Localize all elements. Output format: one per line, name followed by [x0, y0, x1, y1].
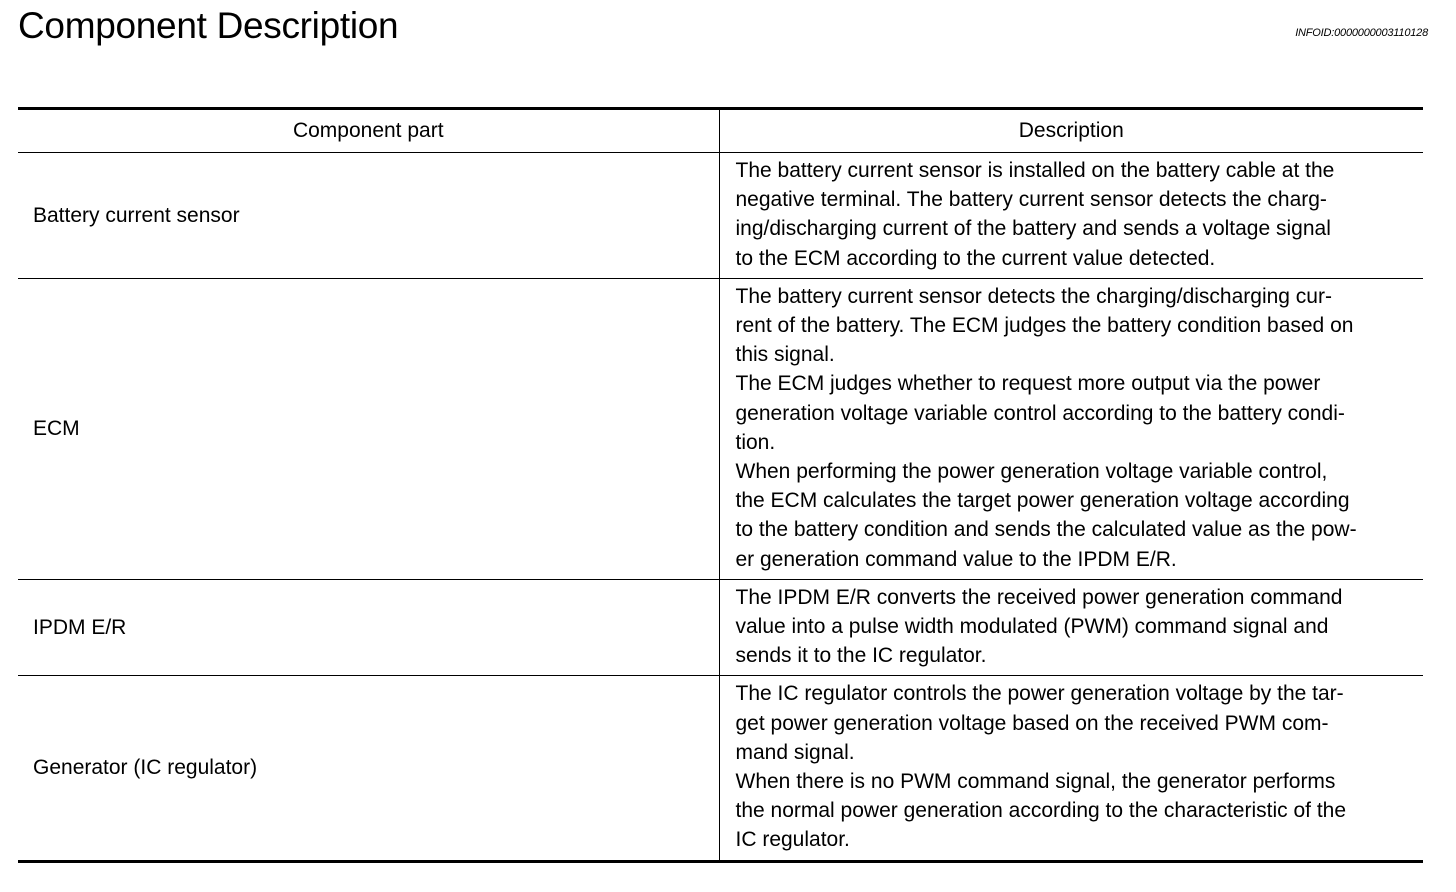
description-line: tion.: [735, 430, 776, 454]
column-header-component-part: Component part: [18, 109, 719, 153]
description-line: The battery current sensor is installed on the battery cable at the: [735, 159, 1335, 182]
description-line: The ECM judges whether to request more output via the power: [735, 372, 1321, 396]
table-header-row: [18, 109, 1423, 153]
description-line: this signal.: [735, 343, 835, 367]
description-line: to the battery condition and sends the calculated value as the pow-: [735, 518, 1357, 542]
table-row: [18, 676, 1423, 861]
info-id: INFOID:0000000003110128: [1295, 27, 1428, 39]
component-part-cell: IPDM E/R: [18, 579, 719, 676]
page-title: Component Description: [18, 5, 399, 46]
description-line: When performing the power generation voltage variable control,: [735, 460, 1328, 484]
description-line: the ECM calculates the target power generation voltage according: [735, 489, 1350, 513]
description-line: The battery current sensor detects the charging/discharging cur-: [735, 284, 1332, 308]
description-cell: [719, 153, 1423, 279]
description-line: generation voltage variable control according to the battery condi-: [735, 401, 1345, 425]
table-row: [18, 153, 1423, 279]
description-line: negative terminal. The battery current sensor detects the charg-: [735, 188, 1327, 212]
description-line: the normal power generation according to the characteristic of the: [735, 799, 1347, 823]
description-line: sends it to the IC regulator.: [735, 644, 987, 668]
description-line: IC regulator.: [735, 828, 850, 852]
component-part-cell: Battery current sensor: [18, 153, 719, 279]
description-line: rent of the battery. The ECM judges the battery condition based on: [735, 314, 1354, 338]
description-cell: [719, 278, 1423, 579]
description-line: ing/discharging current of the battery and sends a voltage signal: [735, 217, 1331, 241]
description-cell: [719, 676, 1423, 861]
description-line: When there is no PWM command signal, the generator performs: [735, 770, 1336, 794]
column-header-description: Description: [719, 109, 1423, 153]
table-row: [18, 278, 1423, 579]
description-line: The IPDM E/R converts the received power generation command: [735, 585, 1343, 609]
table-row: [18, 579, 1423, 676]
description-line: The IC regulator controls the power generation voltage by the tar-: [735, 682, 1344, 706]
description-line: to the ECM according to the current value detected.: [735, 246, 1216, 270]
description-line: value into a pulse width modulated (PWM) command signal and: [735, 615, 1329, 639]
description-line: er generation command value to the IPDM E/R.: [735, 547, 1177, 571]
description-line: get power generation voltage based on the received PWM com-: [735, 711, 1329, 735]
component-part-cell: ECM: [18, 278, 719, 579]
description-cell: [719, 579, 1423, 676]
description-line: mand signal.: [735, 740, 855, 764]
component-part-cell: Generator (IC regulator): [33, 756, 258, 780]
component-table: [18, 107, 1423, 863]
